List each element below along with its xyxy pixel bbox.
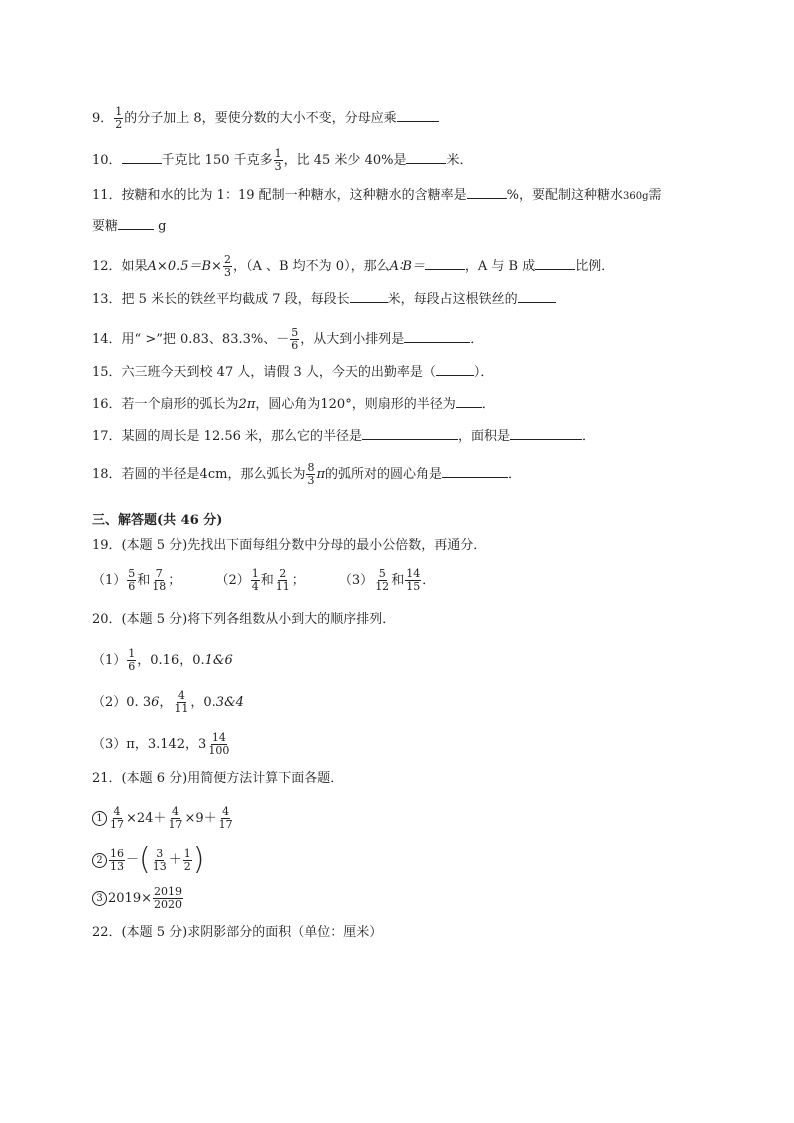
answer-blank[interactable] [518,290,556,303]
question-9 [92,106,439,131]
question-20-row-1: （1） $\frac{1}{6}$ ，0.16，0.1&6 [92,647,233,673]
fraction: $\frac{1}{2}$ [183,846,191,873]
answer-blank[interactable] [510,427,582,440]
fraction: $\frac{16}{13}$ [110,846,124,873]
circled-number: 2 [92,853,107,868]
question-13: 13．把 5 米长的铁丝平均截成 7 段，每段长 米，每段占这根铁丝的 [92,290,556,308]
fraction: $\frac{8}{3}$ [307,461,315,487]
answer-blank[interactable] [397,109,439,122]
section-heading: 三、解答题(共 46 分) [92,513,223,528]
question-20-row-3: （3）π，3.142，3 $\frac{14}{100}$ [92,731,230,757]
fraction: $\frac{14}{100}$ [208,731,230,757]
answer-blank[interactable] [362,427,458,440]
fraction: $\frac{2}{3}$ [223,253,231,279]
answer-blank[interactable] [442,465,508,478]
answer-blank[interactable] [535,257,575,270]
answer-blank[interactable] [467,186,507,199]
question-22: 22．(本题 5 分)求阴影部分的面积（单位：厘米） [92,925,383,940]
answer-blank[interactable] [425,257,465,270]
answer-blank[interactable] [456,395,482,408]
fraction: $\frac{4}{17}$ [168,805,183,831]
question-15: 15．六三班今天到校 47 人，请假 3 人，今天的出勤率是（ ）． [92,365,494,380]
question-number: 10． [92,153,122,168]
question-21: 21．(本题 6 分)用简便方法计算下面各题． [92,771,344,786]
fraction: $\frac{1}{2}$ [115,105,123,131]
question-19: 19．(本题 5 分)先找出下面每组分数中分母的最小公倍数，再通分． [92,538,487,553]
fraction: $\frac{4}{17}$ [218,805,233,831]
question-12: 12．如果A×0.5＝B× $\frac{2}{3}$ ，（A 、B 均不为 0），那么A∶B＝ ，A 与 B 成 比例． [92,253,615,279]
question-21-expr-3: 3 2019× $\frac{2019}{2020}$ [92,886,184,911]
question-text: 的分子加上 8，要使分数的大小不变，分母应乘 [124,111,397,126]
question-21-expr-1: 1 $\frac{4}{17}$ ×24＋ $\frac{4}{17}$ ×9＋ $\frac{4}{17}$ [92,806,235,831]
fraction: $\frac{1}{3}$ [274,147,282,173]
question-number: 9． [92,111,114,126]
answer-blank[interactable] [350,290,388,303]
answer-blank[interactable] [122,151,162,164]
question-11-cont: 要糖 g [92,219,167,234]
question-19-parts: （1） $\frac{5}{6}$ 和 $\frac{7}{18}$ ； （2） $\frac{1}{4}$ 和 $\frac{2}{11}$ ； （3） $\frac{5}{12}$ 和 $\frac{14}{15}$ ． [92,567,436,593]
answer-blank[interactable] [406,151,446,164]
fraction: $\frac{5}{6}$ [128,567,136,593]
answer-blank[interactable] [436,363,474,376]
question-10: 10． 千克比 150 千克多 $\frac{1}{3}$ ，比 45 米少 40%是 米． [92,147,473,173]
left-paren: ( [139,842,151,877]
fraction: $\frac{1}{6}$ [128,647,136,673]
circled-number: 1 [92,811,107,826]
fraction: $\frac{5}{6}$ [291,326,299,352]
answer-blank[interactable] [118,217,154,230]
question-21-expr-2: 2 $\frac{16}{13}$ －( $\frac{3}{13}$ ＋ $\frac{1}{2}$ ) [92,845,204,875]
circled-number: 3 [92,891,107,906]
fraction: $\frac{5}{12}$ [375,567,390,593]
fraction: $\frac{4}{11}$ [174,689,189,715]
question-20: 20．(本题 5 分)将下列各组数从小到大的顺序排列． [92,612,396,627]
fraction: $\frac{1}{4}$ [251,567,259,593]
question-17: 17．某圆的周长是 12.56 米，那么它的半径是 ，面积是 ． [92,429,596,444]
answer-blank[interactable] [404,330,470,343]
fraction: $\frac{2019}{2020}$ [153,885,182,911]
fraction: $\frac{4}{17}$ [110,805,124,831]
question-20-row-2: （2）0. 36， $\frac{4}{11}$ ，0.3&4 [92,689,244,715]
fraction: $\frac{14}{15}$ [406,567,421,593]
fraction: $\frac{2}{11}$ [275,567,290,593]
question-14: 14．用“ >”把 0.83、83.3%、－ $\frac{5}{6}$ ，从大到小排列是 ． [92,326,484,352]
fraction: $\frac{3}{13}$ [152,846,167,873]
question-18: 18．若圆的半径是4cm，那么弧长为 $\frac{8}{3}$ π的弧所对的圆心角是 ． [92,461,522,487]
right-paren: ) [192,842,205,877]
question-11: 11．按糖和水的比为 1：19 配制一种糖水，这种糖水的含糖率是 %，要配制这种糖水360g需 [92,188,662,203]
question-16: 16．若一个扇形的弧长为2π，圆心角为120°，则扇形的半径为 ． [92,397,495,412]
fraction: $\frac{7}{18}$ [152,567,167,593]
